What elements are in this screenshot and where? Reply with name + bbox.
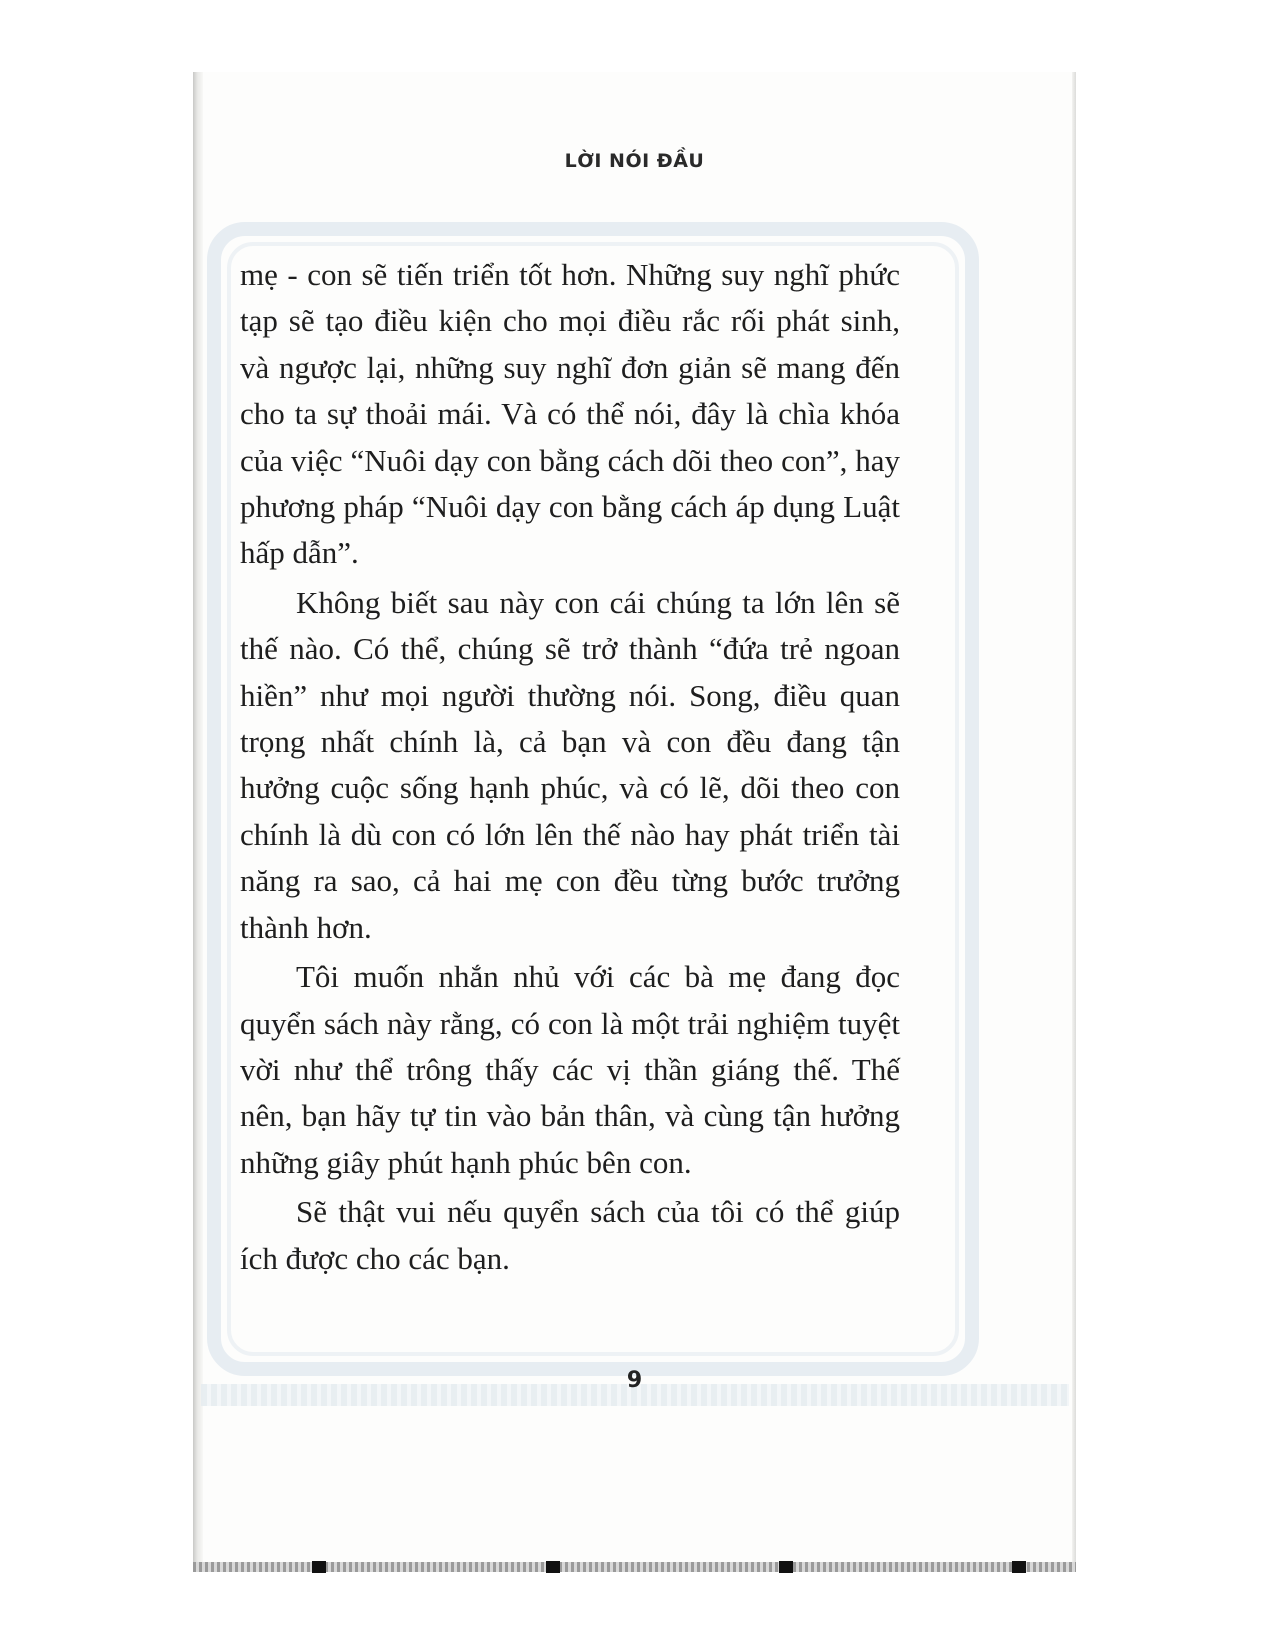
paragraph-1: mẹ - con sẽ tiến triển tốt hơn. Những suy nghĩ phức tạp sẽ tạo điều kiện cho mọi điều rắc rối phát sinh, và ngược lại, những suy nghĩ đơn giản sẽ mang đến cho ta sự thoải mái. Và có thể nói, đây là chìa khóa của việc “Nuôi dạy con bằng cách dõi theo con”, hay phương pháp “Nuôi dạy con bằng cách áp dụng Luật hấp dẫn”. — [240, 257, 900, 571]
paragraph-4: Sẽ thật vui nếu quyển sách của tôi có thể giúp ích được cho các bạn. — [240, 1194, 900, 1276]
book-page — [193, 72, 1076, 1562]
binding-mark — [312, 1561, 326, 1573]
body-text — [240, 252, 900, 1282]
spine-shadow — [193, 72, 203, 1562]
page-number: 9 — [626, 1368, 643, 1393]
page-edge — [1072, 72, 1076, 1562]
binding-mark — [779, 1561, 793, 1573]
paragraph-2: Không biết sau này con cái chúng ta lớn lên sẽ thế nào. Có thể, chúng sẽ trở thành “đứa trẻ ngoan hiền” như mọi người thường nói. Song, điều quan trọng nhất chính là, cả bạn và con đều đang tận hưởng cuộc sống hạnh phúc, và có lẽ, dõi theo con chính là dù con có lớn lên thế nào hay phát triển tài năng ra sao, cả hai mẹ con đều từng bước trưởng thành hơn. — [240, 584, 900, 945]
running-head: LỜI NÓI ĐẦU — [564, 150, 705, 172]
binding-mark — [546, 1561, 560, 1573]
paragraph-3: Tôi muốn nhắn nhủ với các bà mẹ đang đọc quyển sách này rằng, có con là một trải nghiệm tuyệt vời như thể trông thấy các vị thần giáng thế. Thế nên, bạn hãy tự tin vào bản thân, và cùng tận hưởng những giây phút hạnh phúc bên con. — [240, 959, 900, 1180]
binding-mark — [1012, 1561, 1026, 1573]
